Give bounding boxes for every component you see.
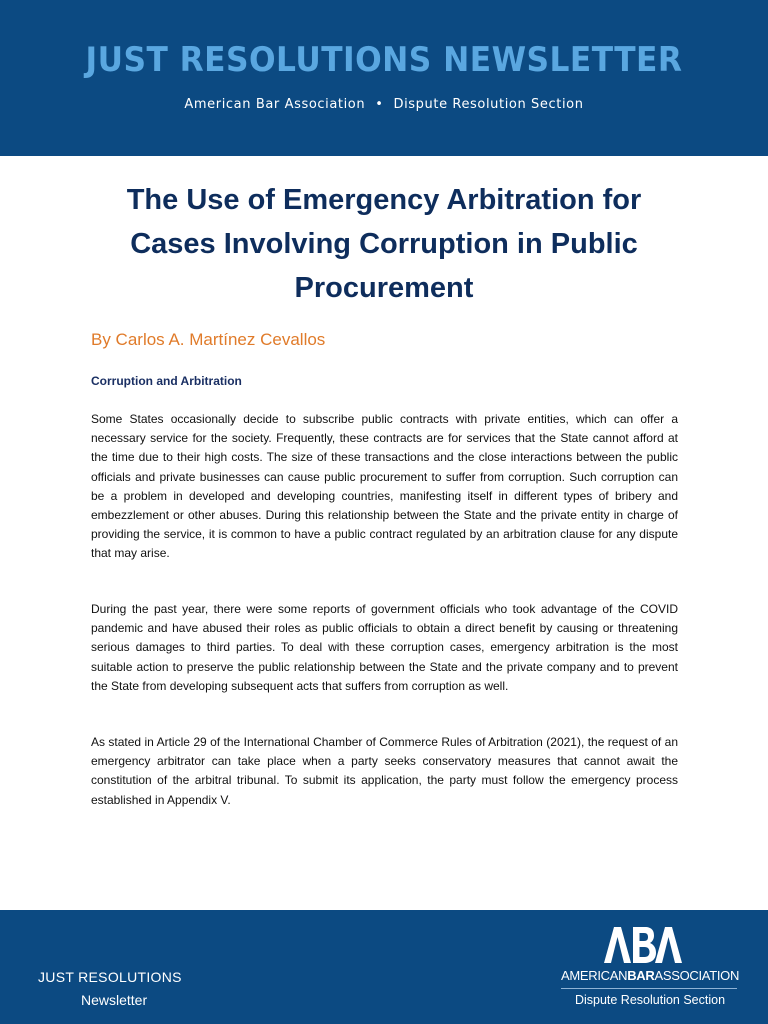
- article-byline: By Carlos A. Martínez Cevallos: [91, 330, 326, 349]
- body-paragraph-1: Some States occasionally decide to subscribe public contracts with private entities, which can offer a necessary service for the society. Frequently, these contracts are for services that the State cannot afford at the time due to their high costs. The size of these transactions and the close interactions between the public officials and private businesses can cause public procurement to suffer from corruption. Such corruption can be a problem in developed and developing countries, manifesting itself in different types of bribery and embezzlement or other abuses. During this relationship between the State and the private entity in charge of providing the service, it is common to have a public contract regulated by an arbitration clause for any dispute that may arise.: [91, 412, 678, 561]
- aba-divider: [561, 988, 737, 989]
- section-heading: Corruption and Arbitration: [91, 374, 242, 388]
- body-paragraph-3: As stated in Article 29 of the International Chamber of Commerce Rules of Arbitration (2021), the request of an emergency arbitrator can take place when a party seeks conservatory measures that cannot await the constitution of the arbitral tribunal. To submit its application, the party must follow the emergency process established in Appendix V.: [91, 735, 678, 807]
- body-paragraph-2: During the past year, there were some reports of government officials who took advantage of the COVID pandemic and have abused their roles as public officials to obtain a direct benefit by causing or threatening serious damages to third parties. To deal with these corruption cases, emergency arbitration is the most suitable action to preserve the public relationship between the State and the private company and to prevent the State from developing subsequent acts that suffers from corruption as well.: [91, 602, 678, 693]
- aba-logo-icon: [604, 927, 682, 963]
- aba-org-name-part2: BAR: [627, 968, 655, 983]
- aba-org-name-part1: AMERICAN: [561, 968, 628, 983]
- subtitle-organization: American Bar Association: [184, 97, 366, 112]
- newsletter-footer: [0, 910, 768, 1024]
- footer-newsletter-label: Newsletter: [81, 992, 148, 1008]
- aba-org-name: [561, 968, 739, 983]
- subtitle-section: Dispute Resolution Section: [393, 97, 584, 112]
- newsletter-header: [0, 0, 768, 156]
- footer-newsletter-name: JUST RESOLUTIONS: [38, 969, 182, 985]
- subtitle-separator: •: [375, 97, 384, 112]
- aba-logo-text: ABA: [604, 927, 607, 928]
- newsletter-subtitle: [0, 97, 768, 112]
- article-title: The Use of Emergency Arbitration for Cases Involving Corruption in Public Procurement: [126, 184, 642, 304]
- aba-section-name: Dispute Resolution Section: [574, 993, 726, 1007]
- aba-org-name-part3: ASSOCIATION: [654, 968, 740, 983]
- newsletter-title: JUST RESOLUTIONS NEWSLETTER: [85, 40, 683, 80]
